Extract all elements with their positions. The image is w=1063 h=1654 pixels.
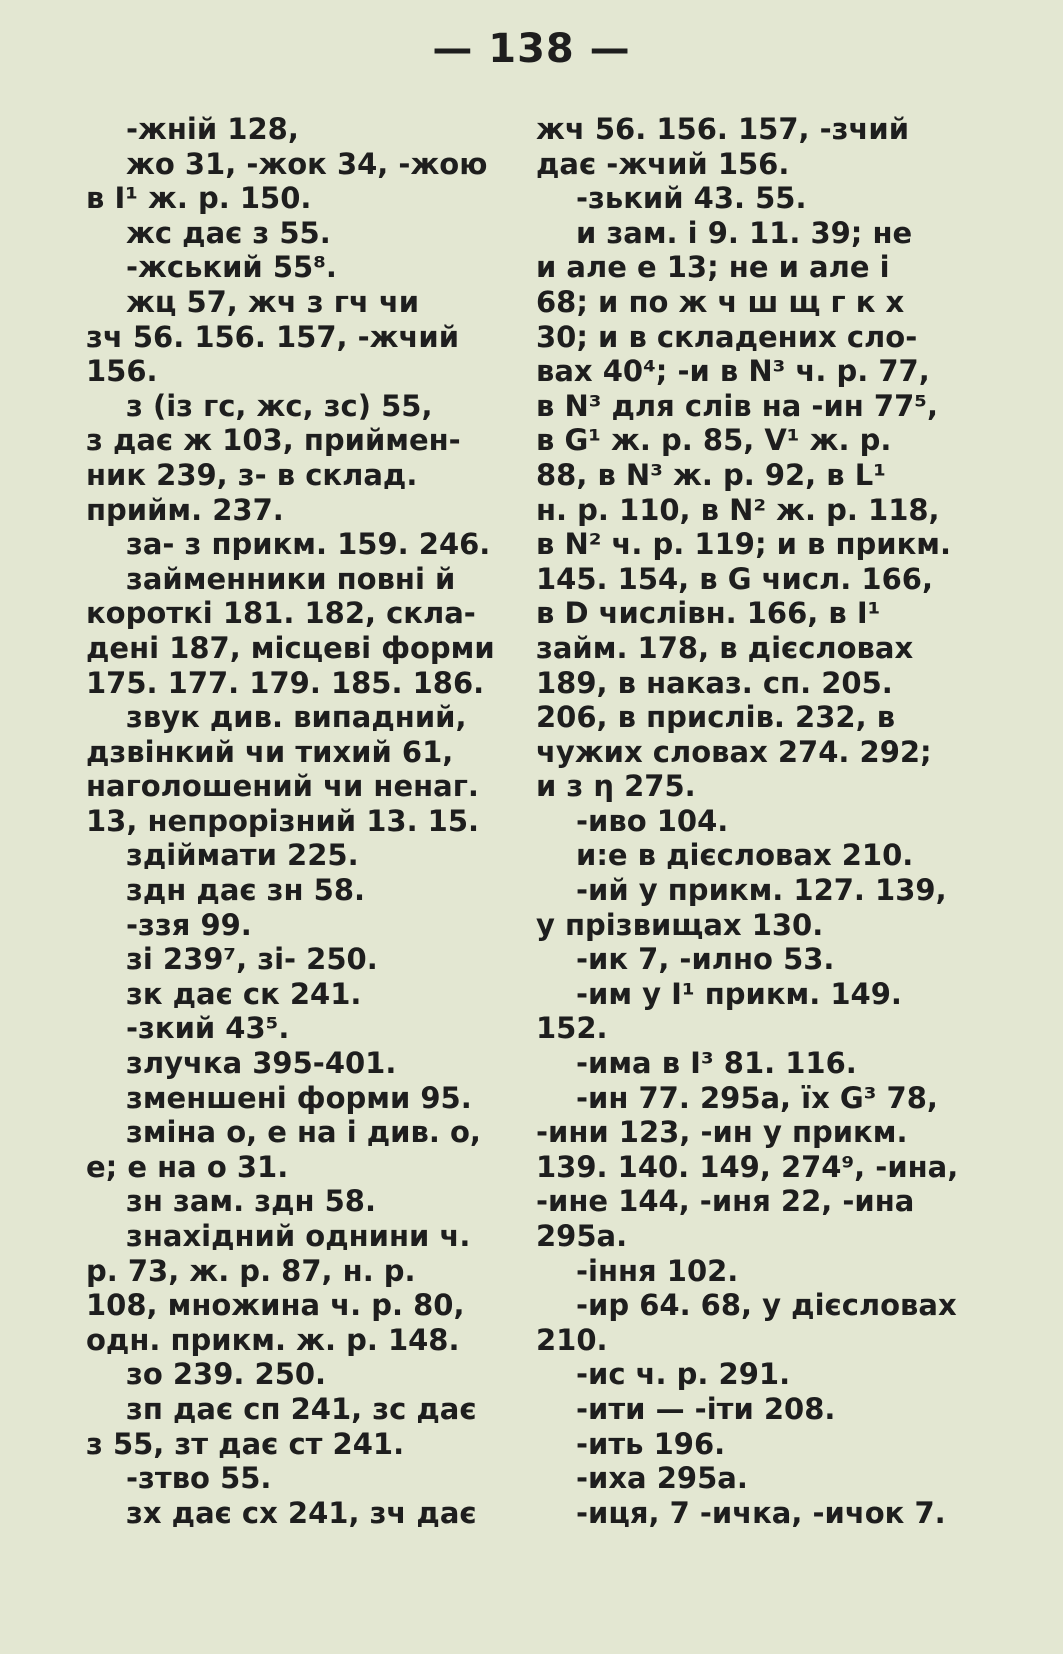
index-entry-line: 139. 140. 149, 274⁹, -ина, <box>536 1149 959 1184</box>
index-entry-line: -иво 104. <box>576 803 729 838</box>
index-entry-line: зч 56. 156. 157, -жчий <box>86 319 460 354</box>
index-entry-line: 206, в прислів. 232, в <box>536 700 896 735</box>
index-entry-line: -ий у прикм. 127. 139, <box>576 873 947 908</box>
index-entry-line: зміна о, е на і див. о, <box>126 1115 481 1150</box>
index-entry-line: 88, в N³ ж. р. 92, в L¹ <box>536 457 886 492</box>
index-entry-line: вах 40⁴; -и в N³ ч. р. 77, <box>536 354 930 389</box>
index-entry-line: зк дає ск 241. <box>126 976 362 1011</box>
index-entry-line: -ис ч. р. 291. <box>576 1357 791 1392</box>
index-entry-line: -има в І³ 81. 116. <box>576 1046 857 1081</box>
index-entry-line: 145. 154, в G числ. 166, <box>536 561 933 596</box>
index-entry-line: 152. <box>536 1011 608 1046</box>
index-entry-line: зн зам. здн 58. <box>126 1184 376 1219</box>
index-entry-line: дзвінкий чи тихий 61, <box>86 734 454 769</box>
index-entry-line: и зам. і 9. 11. 39; не <box>576 215 913 250</box>
index-entry-line: жо 31, -жок 34, -жою <box>126 146 488 181</box>
index-entry-line: жц 57, жч з гч чи <box>126 284 420 319</box>
index-entry-line: чужих словах 274. 292; <box>536 734 932 769</box>
index-entry-line: наголошений чи ненаг. <box>86 769 479 804</box>
index-entry-line: -іння 102. <box>576 1253 739 1288</box>
index-entry-line: звук див. випадний, <box>126 700 467 735</box>
index-entry-line: -зкий 43⁵. <box>126 1011 290 1046</box>
index-entry-line: дені 187, місцеві форми <box>86 630 495 665</box>
index-entry-line: и:е в дієсловах 210. <box>576 838 914 873</box>
index-column-right <box>536 112 959 1530</box>
index-entry-line: и з η 275. <box>536 769 696 804</box>
index-entry-line: 30; и в складених сло- <box>536 319 918 354</box>
index-entry-line: зменшені форми 95. <box>126 1080 472 1115</box>
index-entry-line: -иха 295а. <box>576 1461 748 1496</box>
index-entry-line: з (із гс, жс, зс) 55, <box>126 388 433 423</box>
index-entry-line: дає -жчий 156. <box>536 146 790 181</box>
index-entry-line: -жній 128, <box>126 112 299 146</box>
index-entry-line: в N² ч. р. 119; и в прикм. <box>536 527 952 562</box>
index-entry-line: одн. прикм. ж. р. 148. <box>86 1322 460 1357</box>
index-entry-line: з дає ж 103, приймен- <box>86 423 461 458</box>
index-entry-line: здн дає зн 58. <box>126 873 366 908</box>
index-entry-line: 13, непрорізний 13. 15. <box>86 803 480 838</box>
index-entry-line: 189, в наказ. сп. 205. <box>536 665 893 700</box>
index-entry-line: короткі 181. 182, скла- <box>86 596 476 631</box>
index-entry-line: знахідний однини ч. <box>126 1219 471 1253</box>
index-entry-line: в І¹ ж. р. 150. <box>86 181 312 216</box>
index-entry-line: р. 73, ж. р. 87, н. р. <box>86 1253 416 1288</box>
index-entry-line: -ир 64. 68, у дієсловах <box>576 1288 957 1323</box>
index-entry-line: -ин 77. 295а, їх G³ 78, <box>576 1080 938 1115</box>
index-entry-line: -им у І¹ прикм. 149. <box>576 976 902 1011</box>
index-entry-line: и але е 13; не и але і <box>536 250 890 285</box>
index-entry-line: 295а. <box>536 1219 628 1253</box>
index-entry-line: 156. <box>86 354 158 389</box>
index-entry-line: н. р. 110, в N² ж. р. 118, <box>536 492 940 527</box>
index-entry-line: -ине 144, -иня 22, -ина <box>536 1184 915 1219</box>
index-entry-line: 68; и по ж ч ш щ г к х <box>536 284 905 319</box>
index-entry-line: здіймати 225. <box>126 838 359 873</box>
index-entry-line: зо 239. 250. <box>126 1357 327 1392</box>
index-entry-line: за- з прикм. 159. 246. <box>126 527 491 562</box>
index-entry-line: займенники повні й <box>126 561 456 596</box>
index-entry-line: 210. <box>536 1322 608 1357</box>
index-entry-line: -ик 7, -илно 53. <box>576 942 835 977</box>
index-entry-line: -жський 55⁸. <box>126 250 337 285</box>
index-entry-line: зх дає сх 241, зч дає <box>126 1495 477 1530</box>
index-entry-line: ник 239, з- в склад. <box>86 457 418 492</box>
index-entry-line: у прізвищах 130. <box>536 907 824 942</box>
index-entry-line: 175. 177. 179. 185. 186. <box>86 665 485 700</box>
index-column-left <box>86 112 495 1530</box>
index-entry-line: в N³ для слів на -ин 77⁵, <box>536 388 938 423</box>
index-entry-line: в G¹ ж. р. 85, V¹ ж. р. <box>536 423 892 458</box>
index-entry-line: займ. 178, в дієсловах <box>536 630 914 665</box>
index-entry-line: -зтво 55. <box>126 1461 272 1496</box>
page-number: — 138 — <box>432 26 631 72</box>
index-entry-line: в D числівн. 166, в І¹ <box>536 596 881 631</box>
index-entry-line: прийм. 237. <box>86 492 284 527</box>
index-entry-line: зі 239⁷, зі- 250. <box>126 942 378 977</box>
index-entry-line: з 55, зт дає ст 241. <box>86 1426 405 1461</box>
index-entry-line: 108, множина ч. р. 80, <box>86 1288 465 1323</box>
index-entry-line: -ити — -іти 208. <box>576 1391 836 1426</box>
index-entry-line: жс дає з 55. <box>126 215 331 250</box>
index-entry-line: -иця, 7 -ичка, -ичок 7. <box>576 1495 946 1530</box>
index-entry-line: жч 56. 156. 157, -зчий <box>536 112 910 146</box>
index-entry-line: -ини 123, -ин у прикм. <box>536 1115 908 1150</box>
index-entry-line: -ить 196. <box>576 1426 726 1461</box>
index-entry-line: -зький 43. 55. <box>576 181 807 216</box>
index-entry-line: е; е на о 31. <box>86 1149 289 1184</box>
index-entry-line: зп дає сп 241, зс дає <box>126 1391 477 1426</box>
index-entry-line: злучка 395-401. <box>126 1046 397 1081</box>
index-entry-line: -ззя 99. <box>126 907 252 942</box>
